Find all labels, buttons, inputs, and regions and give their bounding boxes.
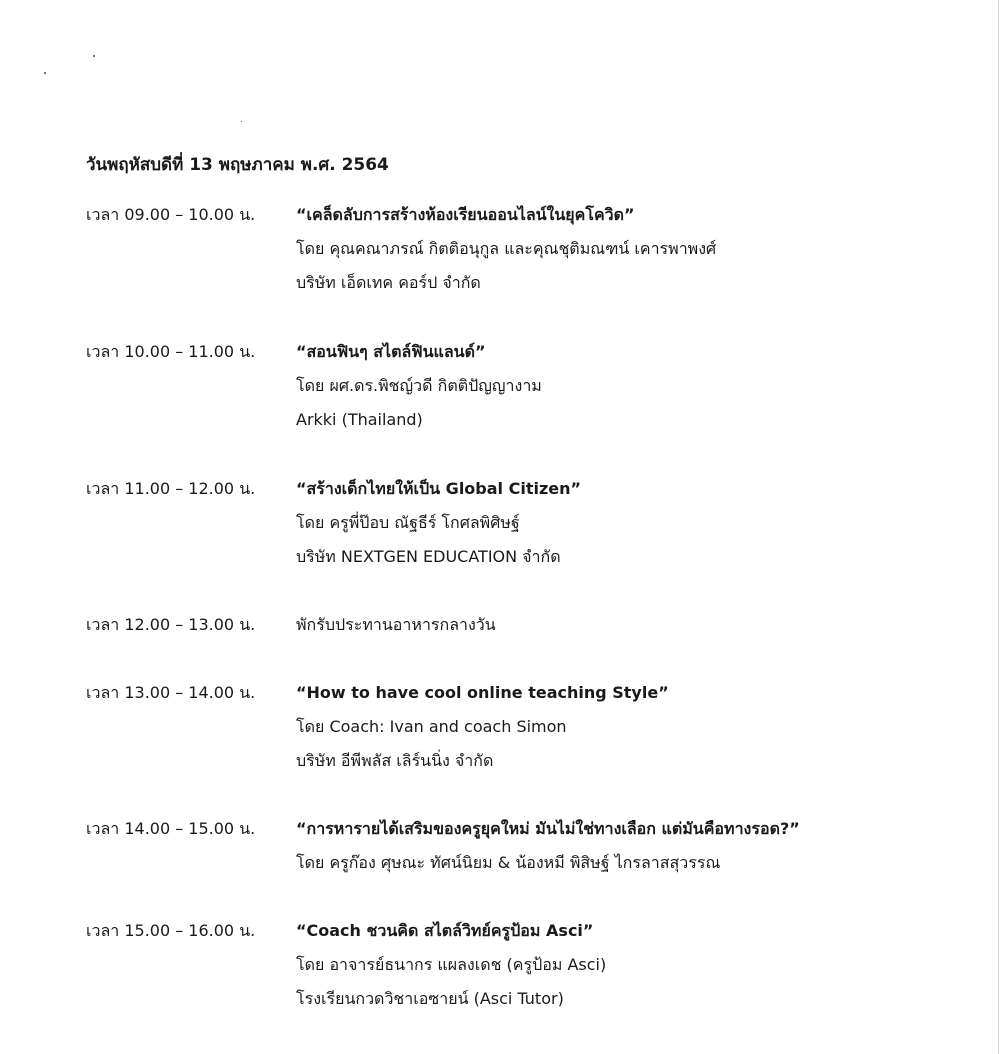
session-time: เวลา 13.00 – 14.00 น. — [86, 683, 256, 702]
date-heading: วันพฤหัสบดีที่ 13 พฤษภาคม พ.ศ. 2564 — [86, 155, 389, 175]
session-speaker: โดย Coach: Ivan and coach Simon — [296, 717, 567, 736]
session-details — [296, 812, 986, 880]
session-details — [296, 198, 986, 300]
session-title: “How to have cool online teaching Style” — [296, 683, 669, 702]
session-speaker: โดย ครูพี่ป๊อบ ณัฐธีร์ โกศลพิศิษฐ์ — [296, 513, 520, 532]
scan-speck — [44, 72, 46, 74]
session-speaker: โดย อาจารย์ธนากร แผลงเดช (ครูป้อม Asci) — [296, 955, 607, 974]
session-speaker: โดย ครูก๊อง ศุษณะ ทัศน์นิยม & น้องหมี พิสิษฐ์ ไกรลาสสุวรรณ — [296, 853, 721, 872]
session-speaker: โดย คุณคณาภรณ์ กิตติอนุกูล และคุณชุติมณฑน์ เคารพาพงศ์ — [296, 239, 717, 258]
scan-speck — [241, 121, 242, 122]
session-organization: Arkki (Thailand) — [296, 410, 423, 429]
session-organization: บริษัท เอ็ดเทค คอร์ป จำกัด — [296, 273, 481, 292]
session-title: “เคล็ดลับการสร้างห้องเรียนออนไลน์ในยุคโควิด” — [296, 205, 635, 224]
session-organization: บริษัท NEXTGEN EDUCATION จำกัด — [296, 547, 561, 566]
scan-speck — [93, 55, 95, 57]
session-organization: โรงเรียนกวดวิชาเอซายน์ (Asci Tutor) — [296, 989, 564, 1008]
session-title: พักรับประทานอาหารกลางวัน — [296, 615, 496, 634]
session-title: “การหารายได้เสริมของครูยุคใหม่ มันไม่ใช่ทางเลือก แต่มันคือทางรอด?” — [296, 819, 800, 838]
session-title: “สร้างเด็กไทยให้เป็น Global Citizen” — [296, 479, 582, 498]
session-title: “สอนฟินๆ สไตล์ฟินแลนด์” — [296, 342, 486, 361]
session-time: เวลา 12.00 – 13.00 น. — [86, 615, 256, 634]
session-time: เวลา 10.00 – 11.00 น. — [86, 342, 256, 361]
session-time: เวลา 09.00 – 10.00 น. — [86, 205, 256, 224]
scan-edge — [998, 0, 999, 1054]
session-details — [296, 608, 986, 642]
session-details — [296, 676, 986, 778]
session-details — [296, 335, 986, 437]
session-time: เวลา 14.00 – 15.00 น. — [86, 819, 256, 838]
session-details — [296, 472, 986, 574]
session-title: “Coach ชวนคิด สไตล์วิทย์ครูป้อม Asci” — [296, 921, 594, 940]
session-organization: บริษัท อีพีพลัส เลิร์นนิ่ง จำกัด — [296, 751, 494, 770]
session-time: เวลา 15.00 – 16.00 น. — [86, 921, 256, 940]
session-speaker: โดย ผศ.ดร.พิชญ์วดี กิตติปัญญางาม — [296, 376, 542, 395]
session-time: เวลา 11.00 – 12.00 น. — [86, 479, 256, 498]
session-details — [296, 914, 986, 1016]
